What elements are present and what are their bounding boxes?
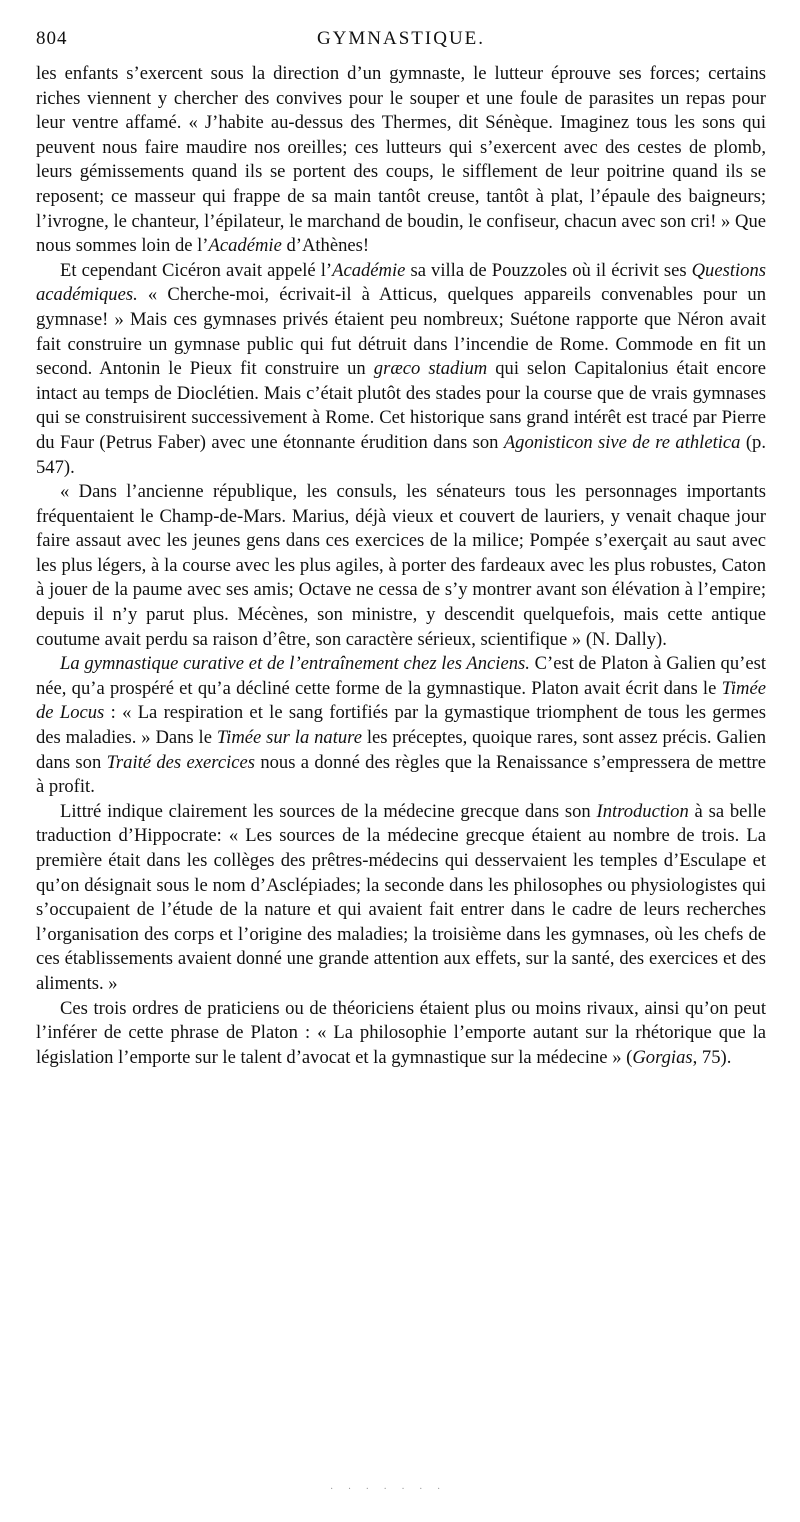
paragraph [36,997,766,1071]
page-bottom-specks: · · · · · · · [330,1484,447,1495]
text-run: Littré indique clairement les sources de la médecine grecque dans son [60,800,597,822]
italic-text: La gymnastique curative et de l’entraînement chez les Anciens. [60,653,530,675]
italic-text: Timée sur la nature [216,727,362,749]
text-run: d’Athènes! [281,235,370,257]
page-number: 804 [36,28,68,49]
text-run: : « La respiration et le sang fortifiés par la gymastique triomphent de tous les germes des maladies. » Dans le [36,702,766,749]
book-page [36,28,766,1070]
italic-text: Questions académiques. [36,259,766,306]
italic-text: græco stadium [373,358,488,380]
running-head [36,28,766,54]
text-run: à sa belle traduction d’Hippocrate: « Les sources de la médecine grecque étaient au nombre de trois. La première était dans les collèges des prêtres-médecins qui desservaient les temples d’Esculape et qu’on désignait sous le nom d’Asclépiades; la seconde dans les philosophes ou physiologistes qui s’occupaient de l’étude de la nature et qui avaient fait entrer dans le cadre de leurs recherches l’organisation des corps et l’origine des maladies; la troisième dans les gymnases, où les chefs de ces établissements avaient donné une grande attention aux effets, sur la santé, des exercices et des aliments. » [36,800,766,994]
paragraph [36,480,766,652]
italic-text: Académie [332,259,406,281]
paragraph [36,800,766,997]
italic-text: Agonisticon sive de re athletica [503,431,741,453]
paragraph [36,652,766,800]
text-run: nous a donné des règles que la Renaissance s’empressera de mettre à profit. [36,751,766,798]
running-title: GYMNASTIQUE. [316,28,486,49]
text-run: Et cependant Cicéron avait appelé l’ [60,259,333,281]
body-text [36,62,766,1070]
paragraph [36,259,766,480]
text-run: « Cherche-moi, écrivait-il à Atticus, quelques appareils convenables pour un gymnase! » Mais ces gymnases privés étaient peu nombreux; Suétone rapporte que Néron avait fait construire un gymnase public qui fut détruit dans l’incendie de Rome. Commode en fit un second. Antonin le Pieux fit construire un [36,284,766,380]
italic-text: Académie [208,235,282,257]
text-run: , 75). [692,1046,732,1068]
text-run: Ces trois ordres de praticiens ou de théoriciens étaient plus ou moins rivaux, ainsi qu’on peut l’inférer de cette phrase de Platon : « La philosophie l’emporte autant sur la rhétorique que la législation l’emporte sur le talent d’avocat et la gymnastique sur la médecine » ( [36,997,766,1068]
text-run: « Dans l’ancienne république, les consuls, les sénateurs tous les personnages importants fréquentaient le Champ-de-Mars. Marius, déjà vieux et couvert de lauriers, y venait chaque jour faire assaut avec les jeunes gens dans ces exercices de la milice; Pompée s’exerçait au saut avec les plus légers, à la course avec les plus agiles, à porter des fardeaux avec les plus robustes, Caton à jouer de la paume avec ses amis; Octave ne cessa de s’y montrer avant son élévation à l’empire; depuis il n’y parut plus. Mécènes, son ministre, y descendit quelquefois, mais cette antique coutume avait perdu sa raison d’être, son caractère sérieux, scientifique » (N. Dally). [36,481,766,650]
italic-text: Traité des exercices [106,751,255,773]
italic-text: Timée de Locus [36,677,766,724]
text-run: les enfants s’exercent sous la direction d’un gymnaste, le lutteur éprouve ses forces; certains riches viennent y chercher des convives pour le souper et une foule de parasites un repas pour leur ventre affamé. « J’habite au-dessus des Thermes, dit Sénèque. Imaginez tous les sons qui peuvent nous faire maudire nos oreilles; ces lutteurs qui s’exercent avec des cestes de plomb, leurs gémissements quand ils se portent des coups, le sifflement de leur poitrine quand ils se reposent; ce masseur qui frappe de sa main tantôt creuse, tantôt à plat, l’épaule des baigneurs; l’ivrogne, le chanteur, l’épilateur, le marchand de boudin, le confiseur, chacun avec son cri! » Que nous sommes loin de l’ [36,63,766,257]
italic-text: Gorgias [632,1046,693,1068]
text-run: qui selon Capitalonius était encore intact au temps de Dioclétien. Mais c’était plutôt des stades pour la course que de vrais gymnases qui se construisirent successivement à Rome. Cet historique sans grand intérêt est tracé par Pierre du Faur (Petrus Faber) avec une étonnante érudition dans son [36,358,766,453]
text-run: (p. 547). [36,431,766,478]
text-run: C’est de Platon à Galien qu’est née, qu’a prospéré et qu’a décliné cette forme de la gymnastique. Platon avait écrit dans le [36,653,766,699]
paragraph [36,62,766,259]
italic-text: Introduction [596,800,689,822]
text-run: sa villa de Pouzzoles où il écrivit ses [405,259,692,281]
text-run: les préceptes, quoique rares, sont assez précis. Galien dans son [36,727,767,773]
